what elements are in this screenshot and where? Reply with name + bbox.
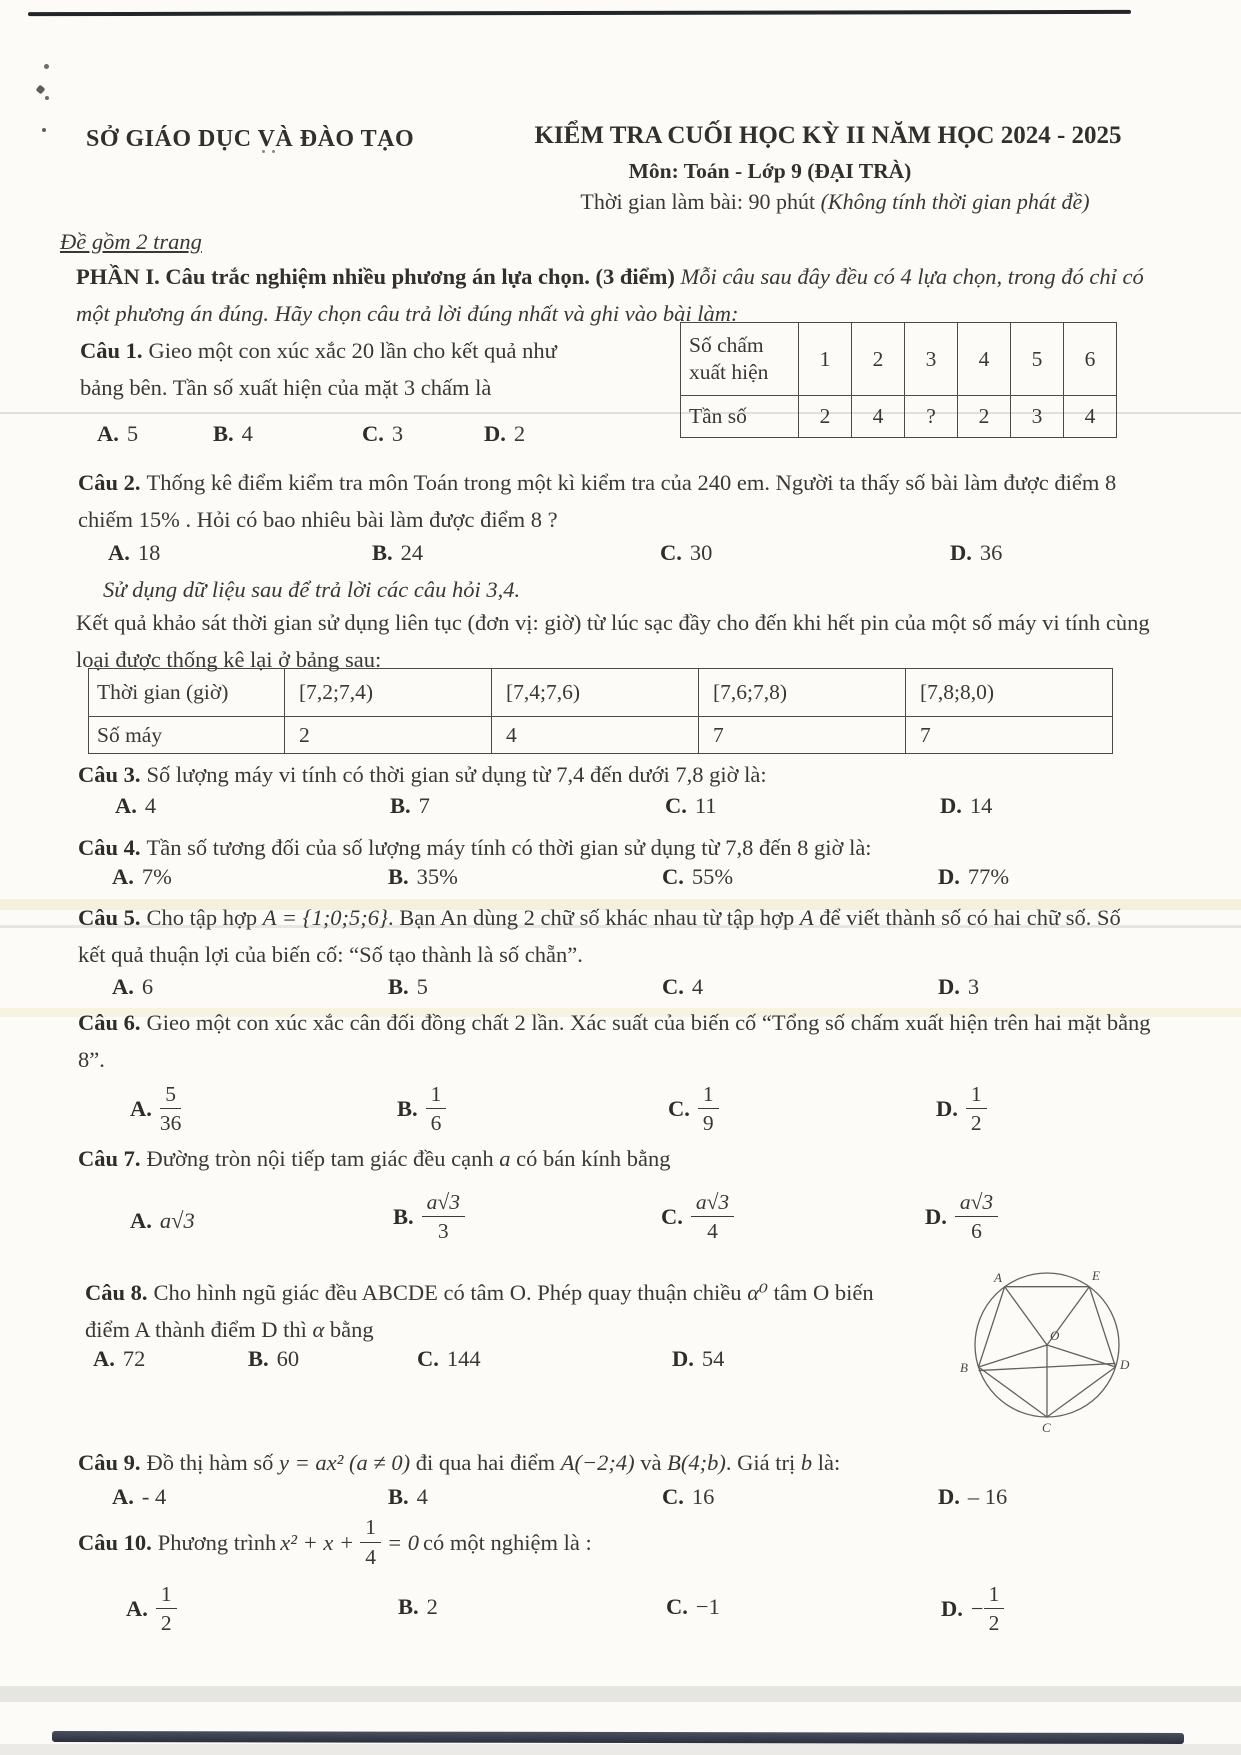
fraction [966, 1082, 987, 1135]
question-5 [78, 899, 1153, 973]
vertex-label-A: A [994, 1270, 1002, 1285]
fraction [156, 1582, 177, 1635]
answer-value: 4 [241, 421, 253, 446]
answer-option [417, 1346, 481, 1372]
answer-option [213, 421, 253, 447]
answer-value: 16 [691, 1484, 715, 1509]
question-6 [78, 1004, 1153, 1078]
fraction-numerator: 1 [156, 1582, 177, 1609]
question-7 [78, 1140, 1158, 1177]
fraction-denominator: 2 [160, 1611, 172, 1636]
question-9-text: đi qua hai điểm [410, 1450, 561, 1475]
answer-value: 77% [967, 864, 1010, 889]
table-cell: ? [905, 396, 958, 438]
battery-time-table [88, 668, 1113, 754]
answer-value: 144 [446, 1346, 481, 1371]
answer-letter: A. [130, 1208, 152, 1233]
answer-value: 60 [276, 1346, 300, 1371]
answer-option [661, 1190, 734, 1243]
fraction-numerator: a√3 [955, 1190, 998, 1217]
table-cell: 3 [1011, 396, 1064, 438]
answer-letter: D. [938, 974, 960, 999]
answer-option [388, 864, 458, 890]
question-1-label: Câu 1. [80, 338, 143, 363]
question-7-text: có bán kính bằng [510, 1146, 671, 1171]
answer-value: 4 [416, 1484, 428, 1509]
table-cell: 7 [699, 717, 906, 754]
answer-option [388, 1484, 428, 1510]
table-cell: 4 [1064, 396, 1117, 438]
answer-letter: D. [672, 1346, 694, 1371]
answer-letter: A. [97, 421, 119, 446]
question-2-text: Thống kê điểm kiểm tra môn Toán trong một kì kiểm tra của 240 em. Người ta thấy số bài làm được điểm 8 chiếm 15% . Hỏi có bao nhiêu bài làm được điểm 8 ? [78, 470, 1117, 532]
answer-value: −1 [695, 1594, 720, 1619]
math-alpha-deg: α⁰ [747, 1280, 769, 1305]
math-alpha: α [312, 1317, 325, 1342]
answer-option [112, 974, 153, 1000]
time-note: (Không tính thời gian phát đề) [820, 189, 1090, 214]
table-header-cell: Thời gian (giờ) [89, 669, 285, 717]
question-8-text: tâm O biến điểm A thành điểm D thì [85, 1280, 874, 1342]
answer-option [938, 1484, 1007, 1510]
answer-letter: C. [662, 974, 684, 999]
scan-artifact [36, 85, 46, 95]
part1-instructions: Mỗi câu sau đây đều có 4 lựa chọn, trong đó chỉ có một phương án đúng. Hãy chọn câu trả lời đúng nhất và ghi vào bài làm: [76, 264, 1144, 326]
answer-letter: B. [388, 1484, 409, 1509]
answer-letter: A. [108, 540, 130, 565]
question-2-label: Câu 2. [78, 470, 141, 495]
answer-letter: C. [661, 1203, 683, 1229]
question-3-label: Câu 3. [78, 762, 141, 787]
answer-letter: D. [938, 1484, 960, 1509]
minus-sign: − [970, 1595, 984, 1621]
question-9-text: Đồ thị hàm số [146, 1450, 280, 1475]
answer-option [126, 1582, 177, 1635]
answer-value: 35% [416, 864, 458, 889]
answer-option [130, 1190, 195, 1252]
math-equation-left: x² + x + [280, 1529, 355, 1555]
math-function: y = ax² (a ≠ 0) [279, 1450, 411, 1475]
table-header-cell: Số chấm xuất hiện [681, 323, 799, 396]
answer-letter: A. [112, 1484, 134, 1509]
question-5-text: . Bạn An dùng 2 chữ số khác nhau từ tập hợp [388, 905, 800, 930]
answer-option [372, 540, 423, 566]
answer-value: 4 [691, 974, 704, 999]
fraction-numerator: 5 [160, 1082, 182, 1109]
fraction [955, 1190, 998, 1243]
table-cell: 2 [285, 717, 492, 754]
answer-letter: D. [940, 793, 962, 818]
answer-letter: B. [390, 793, 411, 818]
answer-option [662, 974, 703, 1000]
vertex-label-C: C [1042, 1420, 1051, 1434]
answer-letter: B. [372, 540, 393, 565]
fraction [698, 1082, 719, 1135]
question-8-text: bằng [324, 1317, 374, 1342]
answer-letter: C. [362, 421, 384, 446]
answer-letter: B. [397, 1095, 418, 1121]
question-8-text: Cho hình ngũ giác đều ABCDE có tâm O. Phép quay thuận chiều [153, 1280, 748, 1305]
answer-option [130, 1082, 181, 1135]
vertex-label-D: D [1120, 1357, 1130, 1372]
table-cell: 5 [1011, 323, 1064, 396]
table-cell: [7,8;8,0) [906, 669, 1113, 717]
answer-option [925, 1190, 998, 1243]
table-header-cell: Tần số [681, 396, 799, 438]
question-5-text: Cho tập hợp [146, 905, 263, 930]
answer-option [668, 1082, 719, 1135]
answer-value: – 16 [967, 1484, 1008, 1509]
answer-option [112, 864, 172, 890]
fraction [360, 1515, 381, 1568]
answer-option [950, 540, 1002, 566]
answer-letter: C. [666, 1594, 688, 1619]
answer-option [484, 421, 525, 447]
fraction-numerator: a√3 [691, 1190, 734, 1217]
pentagon-figure [958, 1262, 1130, 1434]
answer-letter: D. [950, 540, 972, 565]
fraction-denominator: 36 [159, 1111, 182, 1136]
question-3 [78, 756, 1158, 793]
answer-value: - 4 [141, 1484, 167, 1509]
q1-frequency-table [680, 322, 1117, 438]
fraction-numerator: 1 [698, 1082, 719, 1109]
question-5-text: để viết thành số có hai chữ số. Số kết quả thuận lợi của biến cố: “Số tạo thành là số chẵn”. [78, 905, 1121, 967]
answer-option [248, 1346, 299, 1372]
answer-value: 24 [400, 540, 424, 565]
answer-value: 2 [513, 421, 526, 446]
exam-subject: Môn: Toán - Lớp 9 (ĐẠI TRÀ) [628, 159, 912, 183]
pentagon-radii [979, 1287, 1116, 1417]
answer-option [936, 1082, 987, 1135]
question-10-label: Câu 10. [78, 1529, 152, 1555]
fraction-denominator: 2 [988, 1611, 1000, 1636]
answer-value: 30 [689, 540, 713, 565]
fraction-denominator: 2 [970, 1111, 982, 1136]
math-A: A [799, 905, 814, 930]
answer-option [393, 1190, 465, 1243]
table-cell: 1 [799, 323, 852, 396]
question-10 [78, 1514, 1158, 1570]
answer-letter: C. [662, 864, 684, 889]
fraction [160, 1082, 182, 1135]
answer-value: 3 [967, 974, 980, 999]
answer-option [666, 1582, 720, 1632]
answer-letter: A. [112, 864, 134, 889]
answer-option [398, 1582, 438, 1632]
question-7-text: Đường tròn nội tiếp tam giác đều cạnh [146, 1146, 500, 1171]
answer-value: 36 [979, 540, 1003, 565]
answer-option [390, 793, 430, 819]
fraction-denominator: 4 [365, 1544, 376, 1569]
answer-letter: A. [115, 793, 137, 818]
answer-option [362, 421, 403, 447]
fraction-denominator: 6 [430, 1111, 442, 1136]
question-10-text: Phương trình [157, 1529, 277, 1555]
fraction-numerator: 1 [966, 1082, 987, 1109]
scan-streak [0, 1686, 1241, 1702]
answer-value: 11 [694, 793, 717, 818]
answer-option [660, 540, 712, 566]
question-5-label: Câu 5. [78, 905, 141, 930]
fraction [691, 1190, 734, 1243]
answer-value: 5 [416, 974, 428, 999]
scan-artifact [42, 128, 46, 132]
table-cell: [7,4;7,6) [492, 669, 699, 717]
answer-option [672, 1346, 724, 1372]
question-4-label: Câu 4. [78, 835, 141, 860]
table-cell: 3 [905, 323, 958, 396]
scan-line-top [28, 10, 1131, 16]
answer-letter: C. [665, 793, 687, 818]
answer-letter: B. [248, 1346, 269, 1371]
vertex-label-E: E [1092, 1268, 1100, 1283]
table-header-cell: Số máy [89, 717, 285, 754]
math-b: b [800, 1450, 813, 1475]
question-6-text: Gieo một con xúc xắc cân đối đồng chất 2 lần. Xác suất của biến cố “Tổng số chấm xuất hiện trên hai mặt bằng 8”. [78, 1010, 1151, 1072]
fraction-denominator: 4 [707, 1219, 718, 1244]
answer-value: 4 [144, 793, 157, 818]
center-label-O: O [1050, 1328, 1060, 1343]
answer-letter: C. [662, 1484, 684, 1509]
fraction [426, 1082, 447, 1135]
answer-letter: A. [126, 1595, 148, 1621]
answer-option [940, 793, 992, 819]
answer-option [115, 793, 156, 819]
answer-value: 72 [122, 1346, 146, 1371]
answer-letter: B. [398, 1594, 419, 1619]
question-8 [85, 1274, 890, 1348]
answer-value: a√3 [159, 1208, 195, 1233]
fraction-denominator: 6 [971, 1219, 982, 1244]
answer-letter: B. [388, 974, 409, 999]
part1-heading [76, 258, 1171, 332]
answer-value: 14 [969, 793, 993, 818]
answer-value: 18 [137, 540, 161, 565]
answer-option [388, 974, 428, 1000]
answer-value: 55% [691, 864, 734, 889]
exam-title: KIỂM TRA CUỐI HỌC KỲ II NĂM HỌC 2024 - 2025 [534, 122, 1122, 149]
question-1 [80, 332, 605, 406]
part1-heading-bold: PHẦN I. Câu trắc nghiệm nhiều phương án lựa chọn. (3 điểm) [76, 264, 681, 289]
answer-value: 6 [141, 974, 154, 999]
scan-artifact [45, 96, 49, 100]
question-7-label: Câu 7. [78, 1146, 141, 1171]
question-9-text: và [634, 1450, 668, 1475]
math-set-A: A = {1;0;5;6} [262, 905, 389, 930]
table-cell: [7,6;7,8) [699, 669, 906, 717]
answer-value: 7 [418, 793, 430, 818]
question-3-text: Số lượng máy vi tính có thời gian sử dụng từ 7,4 đến dưới 7,8 giờ là: [146, 762, 767, 787]
question-9-text: . Giá trị [725, 1450, 801, 1475]
answer-option [941, 1582, 1004, 1635]
answer-letter: D. [484, 421, 506, 446]
data-note-q3-q4: Sử dụng dữ liệu sau để trả lời các câu hỏi 3,4. [103, 577, 521, 602]
answer-letter: C. [668, 1095, 690, 1121]
answer-letter: A. [112, 974, 134, 999]
answer-option [662, 1484, 714, 1510]
answer-letter: B. [213, 421, 234, 446]
math-point-A: A(−2;4) [560, 1450, 635, 1475]
answer-option [665, 793, 717, 819]
answer-letter: D. [941, 1595, 963, 1621]
scan-edge-bottom [0, 1744, 1241, 1755]
table-cell: 6 [1064, 323, 1117, 396]
table-cell: 4 [958, 323, 1011, 396]
fraction-numerator: 1 [984, 1582, 1005, 1609]
question-2 [78, 464, 1158, 538]
question-9-text: là: [812, 1450, 841, 1475]
fraction-numerator: 1 [360, 1515, 381, 1542]
pages-note: Đề gồm 2 trang [60, 229, 202, 254]
question-1-text: Gieo một con xúc xắc 20 lần cho kết quả như bảng bên. Tần số xuất hiện của mặt 3 chấm là [80, 338, 557, 400]
answer-letter: A. [93, 1346, 115, 1371]
question-4 [78, 829, 1158, 866]
question-8-label: Câu 8. [85, 1280, 148, 1305]
table-cell: 7 [906, 717, 1113, 754]
answer-option [97, 421, 138, 447]
fraction-denominator: 9 [702, 1111, 714, 1136]
answer-letter: A. [130, 1095, 152, 1121]
answer-letter: B. [393, 1203, 414, 1229]
answer-option [938, 974, 979, 1000]
time-label: Thời gian làm bài: 90 phút [580, 189, 821, 214]
table-cell: 4 [852, 396, 905, 438]
math-point-B: B(4;b) [667, 1450, 726, 1475]
scan-line-bottom [52, 1731, 1184, 1744]
vertex-label-B: B [960, 1360, 968, 1375]
answer-option [397, 1082, 446, 1135]
question-9-label: Câu 9. [78, 1450, 141, 1475]
answer-value: 2 [426, 1594, 438, 1619]
table-cell: [7,2;7,4) [285, 669, 492, 717]
table-cell: 2 [852, 323, 905, 396]
exam-time [490, 189, 1180, 215]
math-equation-right: = 0 [386, 1529, 420, 1555]
fraction-numerator: a√3 [422, 1190, 465, 1217]
answer-option [112, 1484, 166, 1510]
answer-letter: C. [417, 1346, 439, 1371]
question-6-label: Câu 6. [78, 1010, 141, 1035]
scan-artifact [44, 64, 49, 69]
answer-option [108, 540, 160, 566]
question-4-text: Tần số tương đối của số lượng máy tính có thời gian sử dụng từ 7,8 đến 8 giờ là: [146, 835, 872, 860]
question-9 [78, 1444, 1158, 1481]
question-10-text: có một nghiệm là : [423, 1529, 592, 1555]
fraction-numerator: 1 [426, 1082, 447, 1109]
survey-paragraph: Kết quả khảo sát thời gian sử dụng liên tục (đơn vị: giờ) từ lúc sạc đầy cho đến khi hết pin của một số máy vi tính cùng loại được thống kê lại ở bảng sau: [76, 610, 1150, 672]
answer-letter: C. [660, 540, 682, 565]
answer-option [662, 864, 733, 890]
answer-value: 5 [126, 421, 139, 446]
answer-value: 54 [701, 1346, 725, 1371]
answer-option [93, 1346, 145, 1372]
issuing-department: SỞ GIÁO DỤC VÀ ĐÀO TẠO [86, 126, 415, 152]
answer-letter: B. [388, 864, 409, 889]
fraction [984, 1582, 1005, 1635]
answer-value: 3 [391, 421, 404, 446]
fraction-denominator: 3 [437, 1219, 449, 1244]
answer-option [938, 864, 1009, 890]
table-cell: 2 [958, 396, 1011, 438]
answer-letter: D. [936, 1095, 958, 1121]
math-a: a [499, 1146, 511, 1171]
table-cell: 4 [492, 717, 699, 754]
answer-letter: D. [925, 1203, 947, 1229]
answer-letter: D. [938, 864, 960, 889]
table-cell: 2 [799, 396, 852, 438]
fraction [422, 1190, 465, 1243]
answer-value: 7% [141, 864, 172, 889]
